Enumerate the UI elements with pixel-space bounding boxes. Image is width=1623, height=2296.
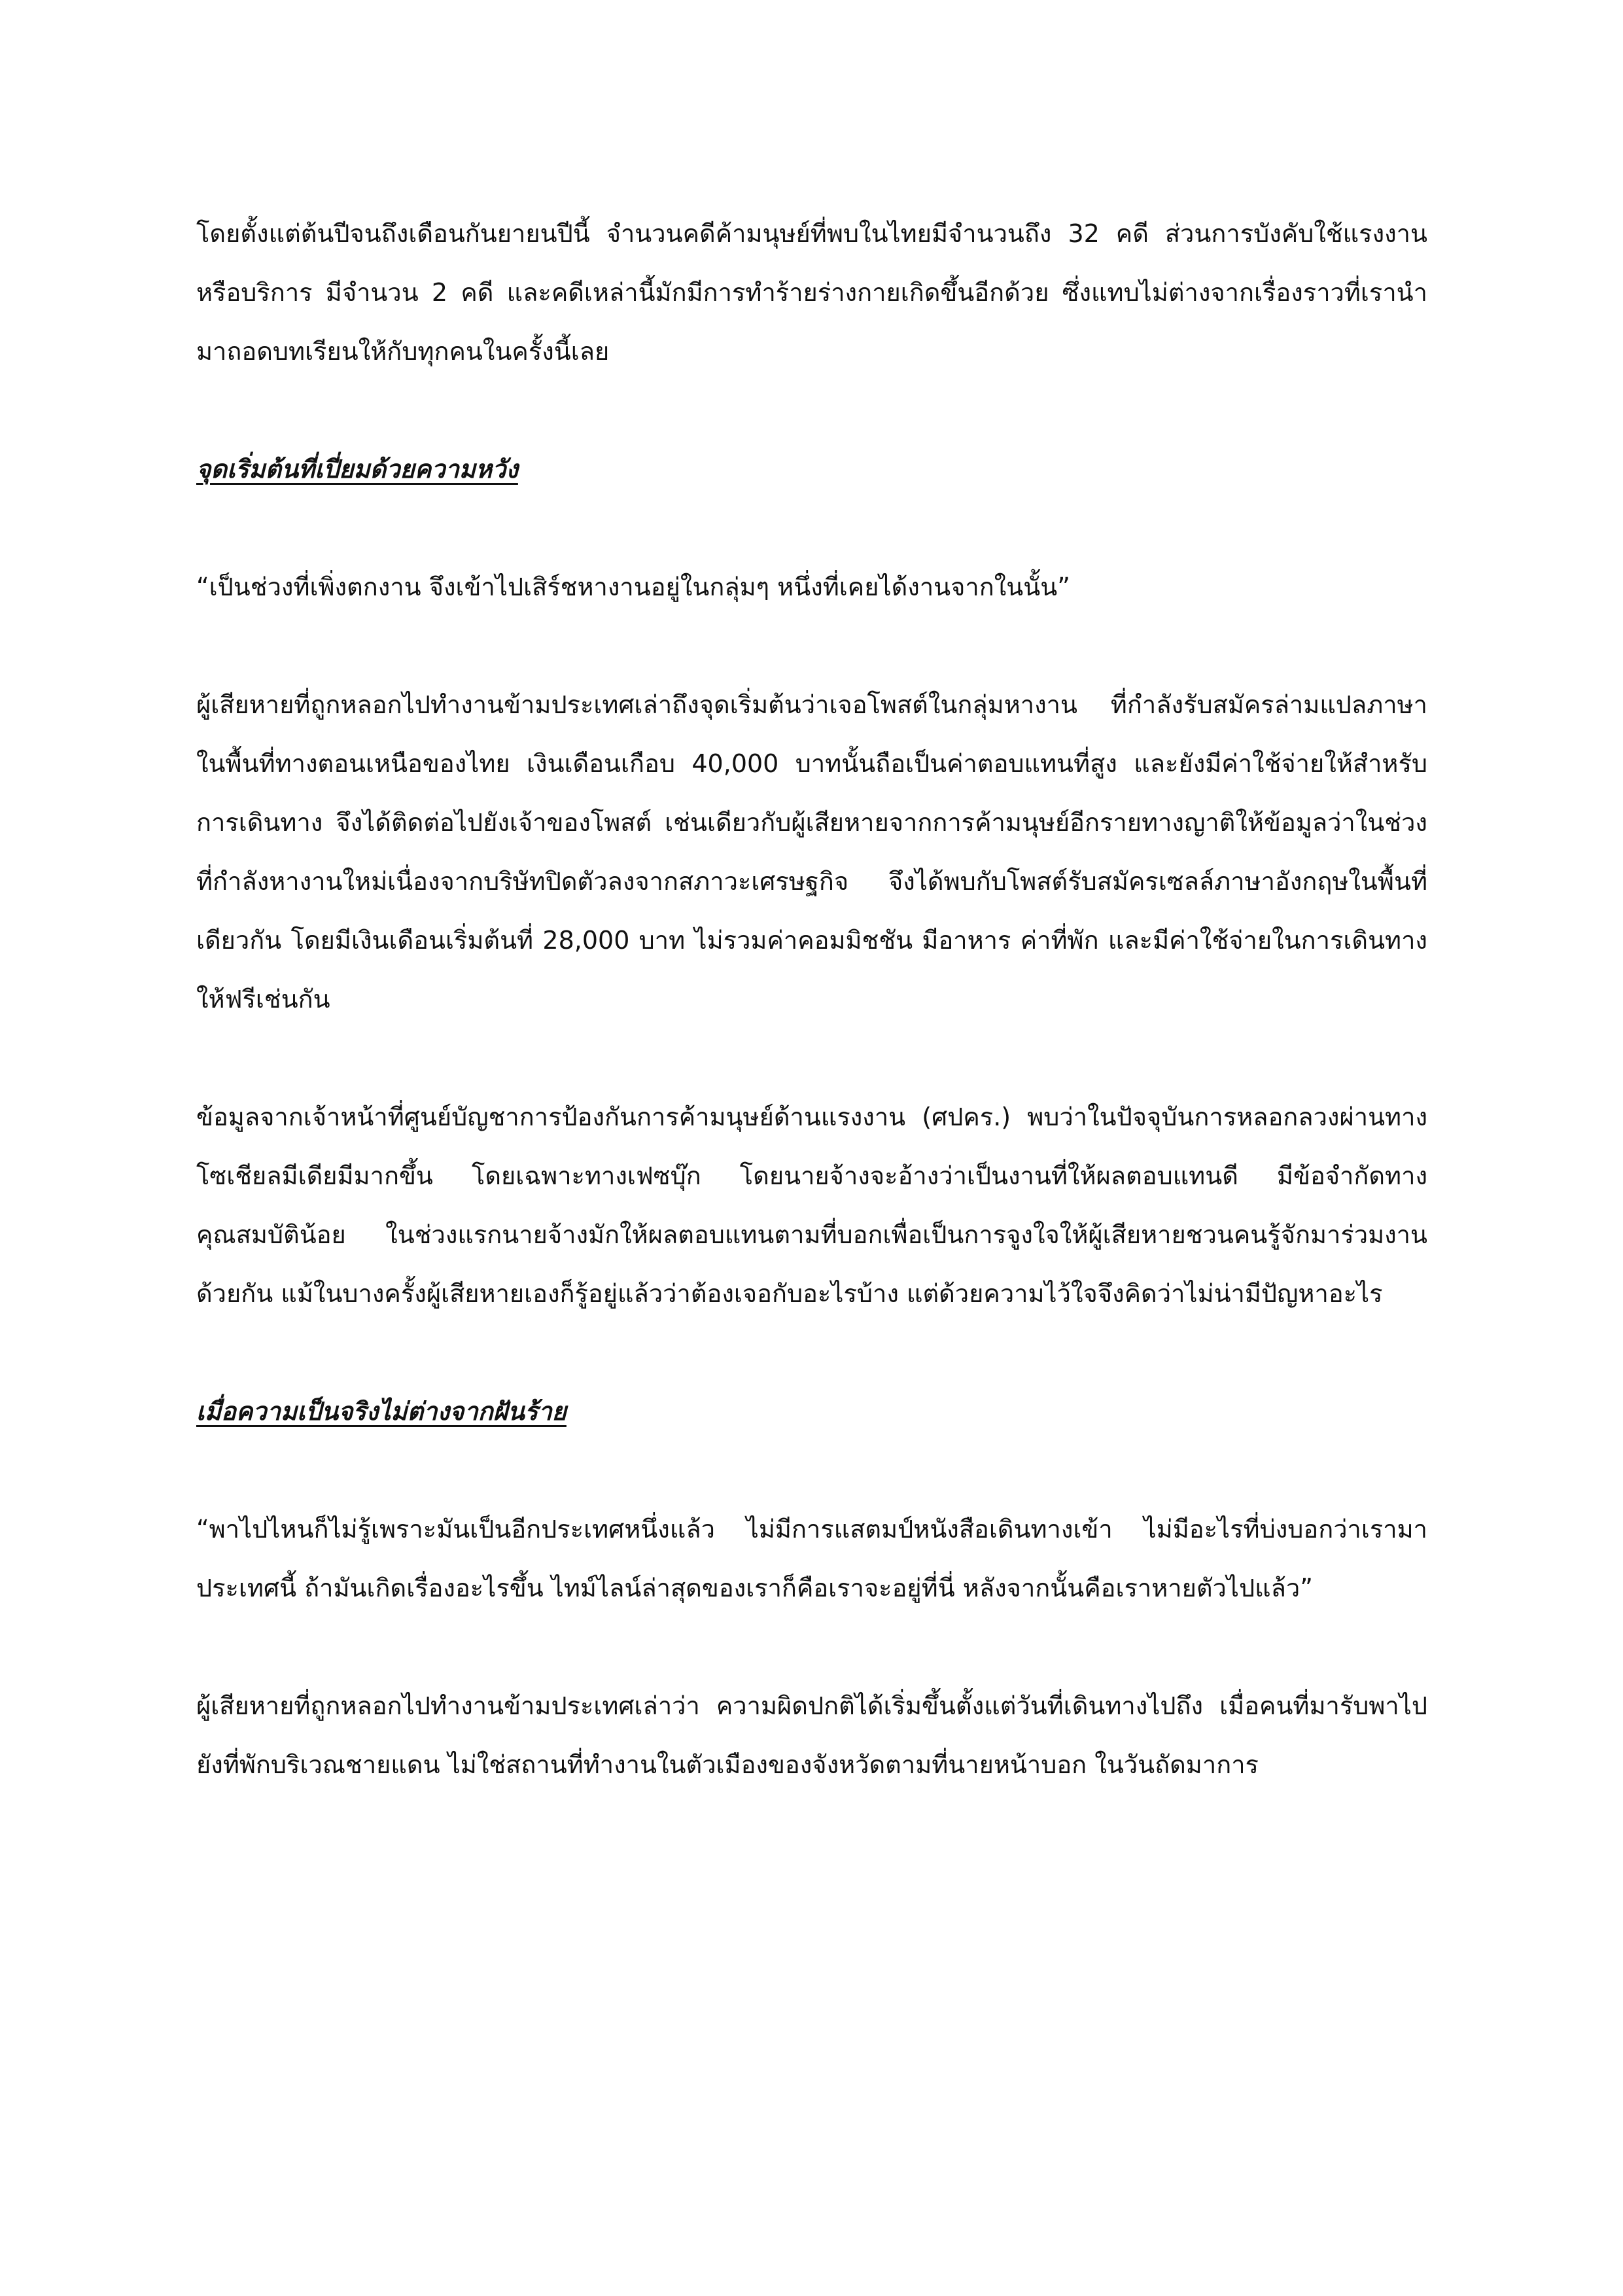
quote-job-search: “เป็นช่วงที่เพิ่งตกงาน จึงเข้าไปเสิร์ชหางานอยู่ในกลุ่มๆ หนึ่งที่เคยได้งานจากในนั้น” [196, 573, 1070, 601]
section-heading-nightmare-reality: เมื่อความเป็นจริงไม่ต่างจากฝันร้าย [196, 1397, 567, 1426]
quote-crossing-border: “พาไปไหนก็ไม่รู้เพราะมันเป็นอีกประเทศหนึ่งแล้ว ไม่มีการแสตมป์หนังสือเดินทางเข้า ไม่มีอะไรที่บ่งบอกว่าเรามาประเทศนี้ ถ้ามันเกิดเรื่องอะไรขึ้น ไทม์ไลน์ล่าสุดของเราก็คือเราจะอยู่ที่นี่ หลังจากนั้นคือเราหายตัวไปแล้ว” [196, 1515, 1427, 1602]
section-heading-hopeful-start: จุดเริ่มต้นที่เปี่ยมด้วยความหวัง [196, 455, 518, 484]
paragraph-arrival-abnormality: ผู้เสียหายที่ถูกหลอกไปทำงานข้ามประเทศเล่าว่า ความผิดปกติได้เริ่มขึ้นตั้งแต่วันที่เดินทางไปถึง เมื่อคนที่มารับพาไปยังที่พักบริเวณชายแดน ไม่ใช่สถานที่ทำงานในตัวเมืองของจังหวัดตามที่นายหน้าบอก ในวันถัดมาการ [196, 1691, 1427, 1779]
paragraph-case-statistics: โดยตั้งแต่ต้นปีจนถึงเดือนกันยายนปีนี้ จำนวนคดีค้ามนุษย์ที่พบในไทยมีจำนวนถึง 32 คดี ส่วนการบังคับใช้แรงงานหรือบริการ มีจำนวน 2 คดี และคดีเหล่านี้มักมีการทำร้ายร่างกายเกิดขึ้นอีกด้วย ซึ่งแทบไม่ต่างจากเรื่องราวที่เรานำมาถอดบทเรียนให้กับทุกคนในครั้งนี้เลย [196, 219, 1427, 366]
document-body [196, 204, 1427, 1794]
paragraph-authority-findings: ข้อมูลจากเจ้าหน้าที่ศูนย์บัญชาการป้องกันการค้ามนุษย์ด้านแรงงาน (ศปคร.) พบว่าในปัจจุบันการหลอกลวงผ่านทางโซเชียลมีเดียมีมากขึ้น โดยเฉพาะทางเฟซบุ๊ก โดยนายจ้างจะอ้างว่าเป็นงานที่ให้ผลตอบแทนดี มีข้อจำกัดทางคุณสมบัติน้อย ในช่วงแรกนายจ้างมักให้ผลตอบแทนตามที่บอกเพื่อเป็นการจูงใจให้ผู้เสียหายชวนคนรู้จักมาร่วมงานด้วยกัน แม้ในบางครั้งผู้เสียหายเองก็รู้อยู่แล้วว่าต้องเจอกับอะไรบ้าง แต่ด้วยความไว้ใจจึงคิดว่าไม่น่ามีปัญหาอะไร [196, 1103, 1427, 1308]
paragraph-job-post-offers: ผู้เสียหายที่ถูกหลอกไปทำงานข้ามประเทศเล่าถึงจุดเริ่มต้นว่าเจอโพสต์ในกลุ่มหางาน ที่กำลังรับสมัครล่ามแปลภาษาในพื้นที่ทางตอนเหนือของไทย เงินเดือนเกือบ 40,000 บาทนั้นถือเป็นค่าตอบแทนที่สูง และยังมีค่าใช้จ่ายให้สำหรับการเดินทาง จึงได้ติดต่อไปยังเจ้าของโพสต์ เช่นเดียวกับผู้เสียหายจากการค้ามนุษย์อีกรายทางญาติให้ข้อมูลว่าในช่วงที่กำลังหางานใหม่เนื่องจากบริษัทปิดตัวลงจากสภาวะเศรษฐกิจ จึงได้พบกับโพสต์รับสมัครเซลล์ภาษาอังกฤษในพื้นที่เดียวกัน โดยมีเงินเดือนเริ่มต้นที่ 28,000 บาท ไม่รวมค่าคอมมิชชัน มีอาหาร ค่าที่พัก และมีค่าใช้จ่ายในการเดินทางให้ฟรีเช่นกัน [196, 690, 1427, 1014]
